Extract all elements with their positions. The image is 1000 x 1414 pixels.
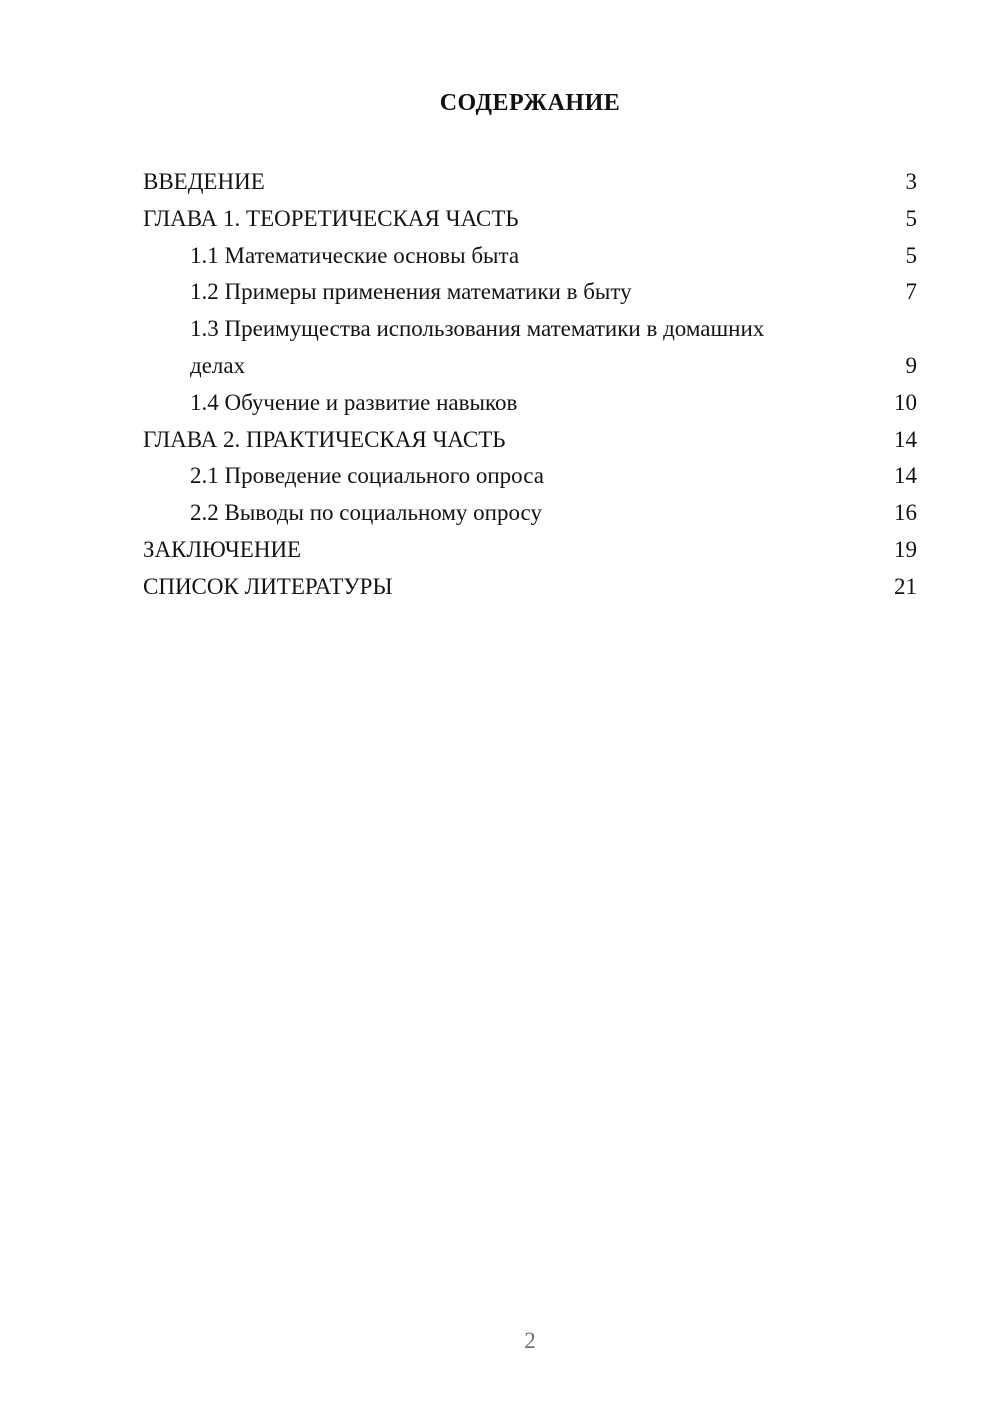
toc-entry-page-number: 16 — [894, 500, 917, 526]
toc-entry — [143, 201, 917, 238]
toc-entry-page-number: 14 — [894, 426, 917, 452]
toc-list — [143, 164, 917, 606]
toc-entry-label: 1.1 Математические основы быта — [190, 242, 520, 268]
toc-entry-label: СПИСОК ЛИТЕРАТУРЫ — [143, 573, 393, 599]
toc-entry-label: ВВЕДЕНИЕ — [143, 169, 265, 194]
toc-entry-label: 2.2 Выводы по социальному опросу — [190, 500, 542, 526]
toc-entry-label: ЗАКЛЮЧЕНИЕ — [143, 536, 302, 562]
toc-entry-page-number: 9 — [905, 352, 917, 378]
toc-entry-page-number: 7 — [905, 279, 917, 305]
toc-entry-page-number: 10 — [894, 389, 917, 415]
toc-entry — [143, 422, 917, 459]
toc-entry — [143, 495, 917, 532]
toc-entry — [143, 569, 917, 606]
toc-entry-label: ГЛАВА 2. ПРАКТИЧЕСКАЯ ЧАСТЬ — [143, 426, 506, 452]
toc-entry-label: 1.3 Преимущества использования математики в домашних делах — [190, 316, 765, 378]
toc-entry — [143, 274, 917, 311]
toc-entry — [143, 458, 917, 495]
toc-entry-page-number: 5 — [905, 242, 917, 268]
toc-entry — [143, 238, 917, 275]
toc-entry-label: 1.4 Обучение и развитие навыков — [190, 389, 518, 415]
toc-entry-label: 2.1 Проведение социального опроса — [190, 463, 544, 489]
toc-entry-label: ГЛАВА 1. ТЕОРЕТИЧЕСКАЯ ЧАСТЬ — [143, 205, 519, 231]
footer-page-number: 2 — [524, 1328, 536, 1353]
toc-entry — [143, 532, 917, 569]
toc-entry — [143, 311, 917, 385]
toc-entry-label: 1.2 Примеры применения математики в быту — [190, 279, 632, 305]
page-content — [143, 88, 917, 606]
toc-entry-page-number: 5 — [905, 205, 917, 231]
toc-entry-page-number: 19 — [894, 536, 917, 562]
toc-entry — [143, 164, 917, 201]
toc-entry-page-number: 14 — [894, 463, 917, 489]
page-title: СОДЕРЖАНИЕ — [439, 90, 621, 116]
toc-entry-page-number: 3 — [905, 169, 917, 194]
toc-entry — [143, 385, 917, 422]
toc-entry-page-number: 21 — [894, 573, 917, 599]
